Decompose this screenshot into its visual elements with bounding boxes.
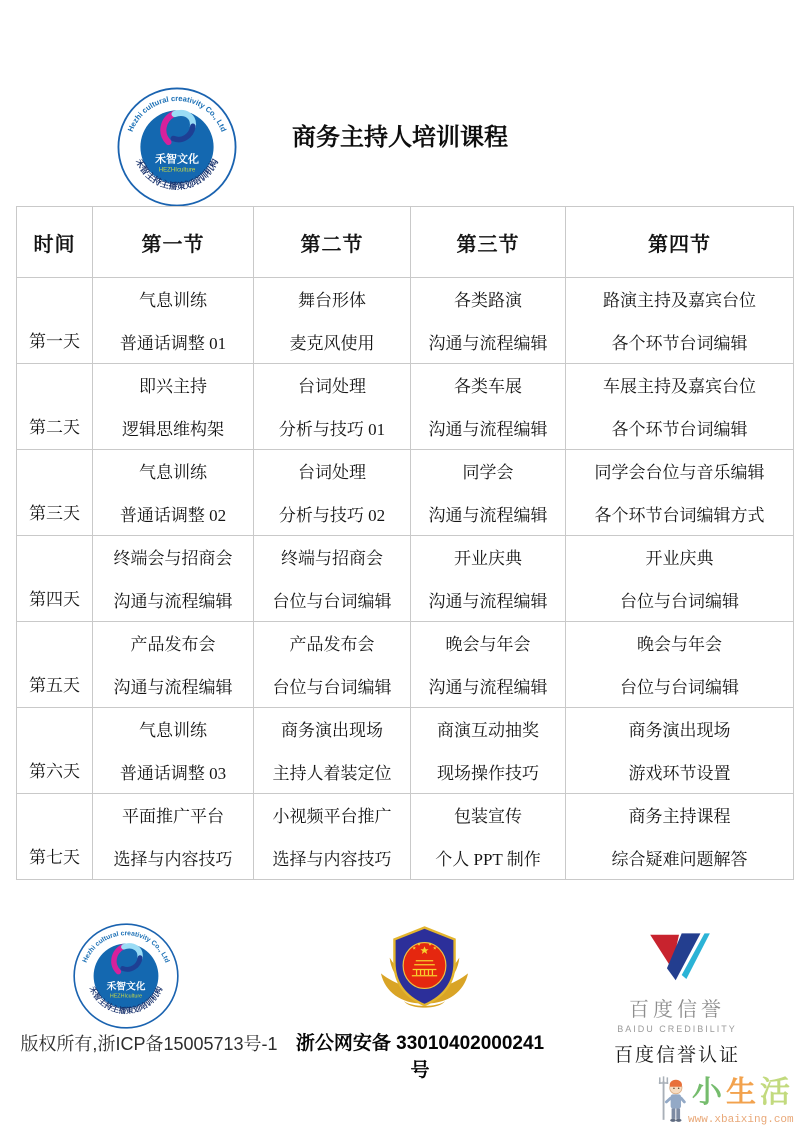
course-cell: [566, 794, 794, 880]
course-cell: [93, 536, 254, 622]
course-schedule-table: [16, 206, 794, 880]
course-line: 沟通与流程编辑: [428, 506, 548, 525]
course-line: 路演主持及嘉宾台位: [603, 291, 756, 310]
day-label: 第一天: [17, 278, 93, 364]
watermark-link[interactable]: [656, 1072, 796, 1130]
course-line: 台位与台词编辑: [620, 592, 739, 611]
course-line: 沟通与流程编辑: [113, 592, 233, 611]
table-header-row: [17, 207, 794, 278]
day-label: 第六天: [17, 708, 93, 794]
course-line: 分析与技巧 02: [278, 506, 386, 525]
course-line: 气息训练: [139, 721, 207, 740]
course-line: 个人 PPT 制作: [435, 850, 541, 869]
course-line: 各类车展: [454, 377, 522, 396]
course-cell: [411, 622, 566, 708]
course-line: 沟通与流程编辑: [428, 592, 548, 611]
course-line: 现场操作技巧: [437, 764, 539, 783]
course-line: 平面推广平台: [122, 807, 224, 826]
course-line: 逻辑思维构架: [122, 420, 224, 439]
column-header: 时间: [17, 207, 93, 278]
police-record-link[interactable]: 浙公网安备 33010402000241号: [295, 1033, 545, 1081]
course-line: 普通话调整 01: [119, 334, 227, 353]
baidu-credibility-badge[interactable]: [607, 928, 747, 1067]
baidu-subtitle: BAIDU CREDIBILITY: [617, 1024, 737, 1034]
course-line: 各个环节台词编辑: [611, 334, 748, 353]
baidu-name: 百度信誉: [629, 999, 725, 1021]
course-cell: [566, 278, 794, 364]
course-line: 小视频平台推广: [272, 807, 392, 826]
day-label: 第七天: [17, 794, 93, 880]
course-line: 麦克风使用: [289, 334, 375, 353]
table-row: [17, 708, 794, 794]
course-cell: [566, 364, 794, 450]
course-line: 沟通与流程编辑: [428, 334, 548, 353]
watermark-url: www.xbaixing.com: [688, 1114, 794, 1126]
course-line: 开业庆典: [454, 549, 522, 568]
course-line: 沟通与流程编辑: [428, 678, 548, 697]
day-label: 第三天: [17, 450, 93, 536]
course-line: 各个环节台词编辑: [611, 420, 748, 439]
course-cell: [566, 622, 794, 708]
course-line: 各个环节台词编辑方式: [594, 506, 765, 525]
hezhi-logo-footer: [72, 922, 180, 1030]
course-line: 晚会与年会: [445, 635, 531, 654]
table-row: [17, 364, 794, 450]
course-line: 同学会台位与音乐编辑: [594, 463, 765, 482]
course-line: 车展主持及嘉宾台位: [603, 377, 756, 396]
course-line: 产品发布会: [130, 635, 216, 654]
course-line: 舞台形体: [298, 291, 366, 310]
watermark-text: 小生活: [692, 1076, 794, 1109]
table-row: [17, 622, 794, 708]
table-row: [17, 794, 794, 880]
day-label: 第五天: [17, 622, 93, 708]
course-cell: [411, 450, 566, 536]
table-row: [17, 536, 794, 622]
day-label: 第四天: [17, 536, 93, 622]
course-line: 台位与台词编辑: [272, 592, 392, 611]
course-line: 终端与招商会: [281, 549, 383, 568]
course-cell: [254, 794, 411, 880]
course-line: 游戏环节设置: [628, 764, 731, 783]
course-cell: [411, 364, 566, 450]
table-row: [17, 278, 794, 364]
course-cell: [254, 278, 411, 364]
baidu-certification: 百度信誉认证: [613, 1045, 740, 1066]
course-cell: [93, 708, 254, 794]
course-cell: [411, 278, 566, 364]
course-line: 台词处理: [298, 463, 366, 482]
police-badge-icon[interactable]: [377, 918, 472, 1013]
course-line: 气息训练: [139, 463, 207, 482]
course-line: 包装宣传: [454, 807, 522, 826]
course-line: 同学会: [462, 463, 514, 482]
copyright-text: 版权所有,浙ICP备15005713号-1: [20, 1034, 278, 1054]
course-line: 分析与技巧 01: [278, 420, 386, 439]
course-cell: [411, 708, 566, 794]
column-header: 第一节: [93, 207, 254, 278]
course-line: 选择与内容技巧: [113, 850, 233, 869]
course-line: 选择与内容技巧: [272, 850, 392, 869]
farmer-icon: [656, 1074, 690, 1126]
course-line: 综合疑难问题解答: [611, 850, 748, 869]
course-line: 台词处理: [298, 377, 366, 396]
table-row: [17, 450, 794, 536]
course-cell: [411, 536, 566, 622]
course-cell: [254, 622, 411, 708]
course-line: 即兴主持: [139, 377, 207, 396]
course-cell: [254, 364, 411, 450]
course-cell: [254, 536, 411, 622]
course-line: 商务演出现场: [281, 721, 383, 740]
course-cell: [93, 794, 254, 880]
course-line: 普通话调整 03: [119, 764, 227, 783]
course-line: 开业庆典: [645, 549, 714, 568]
course-cell: [93, 450, 254, 536]
course-cell: [411, 794, 566, 880]
course-cell: [566, 536, 794, 622]
course-line: 产品发布会: [289, 635, 375, 654]
day-label: 第二天: [17, 364, 93, 450]
column-header: 第四节: [566, 207, 794, 278]
course-cell: [566, 708, 794, 794]
baidu-v-icon: [631, 928, 723, 985]
course-line: 商演互动抽奖: [437, 721, 539, 740]
course-line: 晚会与年会: [637, 635, 722, 654]
course-cell: [254, 450, 411, 536]
course-line: 台位与台词编辑: [272, 678, 392, 697]
course-cell: [254, 708, 411, 794]
course-line: 沟通与流程编辑: [113, 678, 233, 697]
course-cell: [93, 622, 254, 708]
course-line: 气息训练: [139, 291, 207, 310]
course-line: 各类路演: [454, 291, 522, 310]
column-header: 第二节: [254, 207, 411, 278]
schedule-body: [17, 278, 794, 880]
course-line: 主持人着装定位: [272, 764, 392, 783]
course-line: 普通话调整 02: [119, 506, 227, 525]
course-line: 商务演出现场: [628, 721, 731, 740]
course-cell: [93, 278, 254, 364]
page-title: 商务主持人培训课程: [292, 125, 508, 151]
course-line: 沟通与流程编辑: [428, 420, 548, 439]
course-line: 商务主持课程: [628, 807, 731, 826]
course-cell: [566, 450, 794, 536]
column-header: 第三节: [411, 207, 566, 278]
course-cell: [93, 364, 254, 450]
course-line: 终端会与招商会: [113, 549, 233, 568]
course-line: 台位与台词编辑: [620, 678, 739, 697]
